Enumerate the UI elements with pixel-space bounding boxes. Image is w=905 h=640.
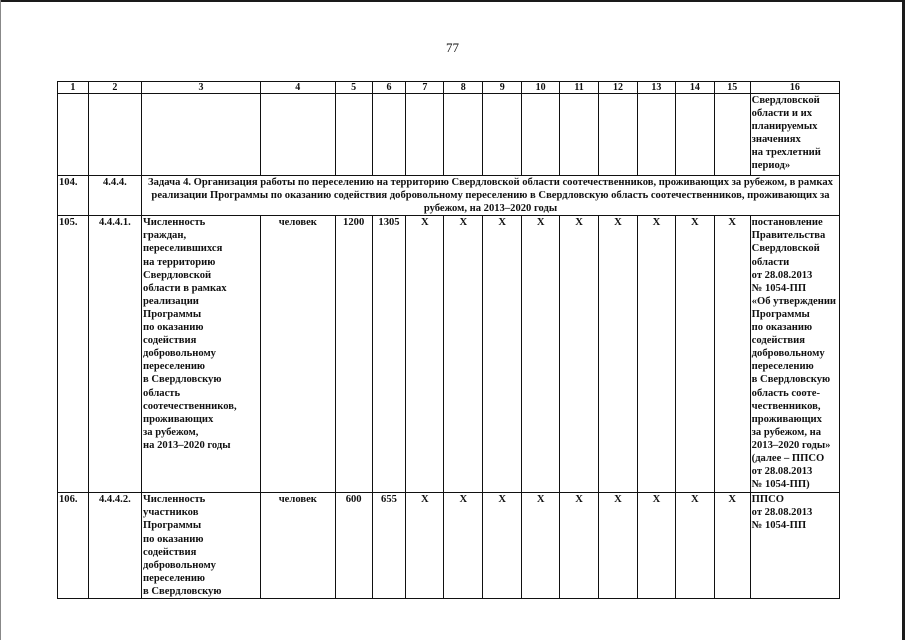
unit-cell: человек: [260, 216, 335, 493]
value-cell: X: [637, 493, 675, 599]
col-header: 5: [335, 82, 372, 94]
col-header: 13: [637, 82, 675, 94]
continuation-row: [58, 94, 840, 176]
source-document-cell: ППСО от 28.08.2013 № 1054-ПП: [750, 493, 839, 599]
value-cell: 655: [372, 493, 406, 599]
col-header: 1: [58, 82, 89, 94]
row-code: 4.4.4.: [88, 176, 141, 216]
col-header: 4: [260, 82, 335, 94]
table-cell: [714, 94, 750, 176]
source-document-cell: постановление Правительства Свердловской области от 28.08.2013 № 1054-ПП «Об утверждении Программы по оказанию содействия добровольному переселению в Свердловскую область сооте- чественников, проживающих за рубежом, на 2013–2020 годы» (далее – ППСО от 28.08.2013 № 1054-ПП): [750, 216, 839, 493]
value-cell: X: [522, 493, 560, 599]
col-header: 10: [522, 82, 560, 94]
source-document-cell: Свердловской области и их планируемых значениях на трехлетний период»: [750, 94, 839, 176]
indicators-table: [57, 81, 840, 599]
col-header: 14: [675, 82, 714, 94]
task-title: Задача 4. Организация работы по переселению на территорию Свердловской области соотечественников, проживающих за рубежом, в рамках реализации Программы по оказанию содействия добровольному переселению в Свердловскую область соотечественников, проживающих за рубежом, на 2013–2020 годы: [142, 176, 840, 216]
value-cell: X: [406, 493, 444, 599]
value-cell: X: [714, 216, 750, 493]
value-cell: X: [675, 493, 714, 599]
table-cell: [58, 94, 89, 176]
row-number: 105.: [58, 216, 89, 493]
table-row: [58, 216, 840, 493]
table-cell: [260, 94, 335, 176]
table-cell: [372, 94, 406, 176]
value-cell: X: [483, 216, 522, 493]
table-cell: [522, 94, 560, 176]
table-cell: [142, 94, 261, 176]
value-cell: X: [599, 216, 638, 493]
table-cell: [599, 94, 638, 176]
indicator-name: Численность граждан, переселившихся на территорию Свердловской области в рамках реализации Программы по оказанию содействия добровольному переселению в Свердловскую область соотечественников, проживающих за рубежом, на 2013–2020 годы: [142, 216, 261, 493]
col-header: 8: [444, 82, 483, 94]
col-header: 9: [483, 82, 522, 94]
table-cell: [675, 94, 714, 176]
value-cell: X: [483, 493, 522, 599]
value-cell: X: [599, 493, 638, 599]
value-cell: X: [522, 216, 560, 493]
row-number: 104.: [58, 176, 89, 216]
value-cell: 600: [335, 493, 372, 599]
table-cell: [444, 94, 483, 176]
scan-edge-left: [0, 0, 1, 640]
table-cell: [335, 94, 372, 176]
value-cell: X: [444, 216, 483, 493]
table-row: [58, 493, 840, 599]
table-cell: [88, 94, 141, 176]
value-cell: X: [675, 216, 714, 493]
col-header: 6: [372, 82, 406, 94]
col-header: 11: [560, 82, 599, 94]
column-number-row: [58, 82, 840, 94]
value-cell: X: [714, 493, 750, 599]
row-number: 106.: [58, 493, 89, 599]
col-header: 7: [406, 82, 444, 94]
value-cell: X: [637, 216, 675, 493]
col-header: 15: [714, 82, 750, 94]
col-header: 16: [750, 82, 839, 94]
value-cell: X: [406, 216, 444, 493]
table-cell: [560, 94, 599, 176]
row-code: 4.4.4.1.: [88, 216, 141, 493]
task-row: [58, 176, 840, 216]
value-cell: 1200: [335, 216, 372, 493]
indicator-name: Численность участников Программы по оказанию содействия добровольному переселению в Свердловскую: [142, 493, 261, 599]
table-cell: [406, 94, 444, 176]
col-header: 12: [599, 82, 638, 94]
scan-edge-top: [0, 0, 905, 2]
value-cell: X: [560, 493, 599, 599]
row-code: 4.4.4.2.: [88, 493, 141, 599]
value-cell: X: [560, 216, 599, 493]
page-number: 77: [446, 40, 459, 55]
table-cell: [637, 94, 675, 176]
col-header: 3: [142, 82, 261, 94]
value-cell: X: [444, 493, 483, 599]
table-cell: [483, 94, 522, 176]
col-header: 2: [88, 82, 141, 94]
unit-cell: человек: [260, 493, 335, 599]
value-cell: 1305: [372, 216, 406, 493]
